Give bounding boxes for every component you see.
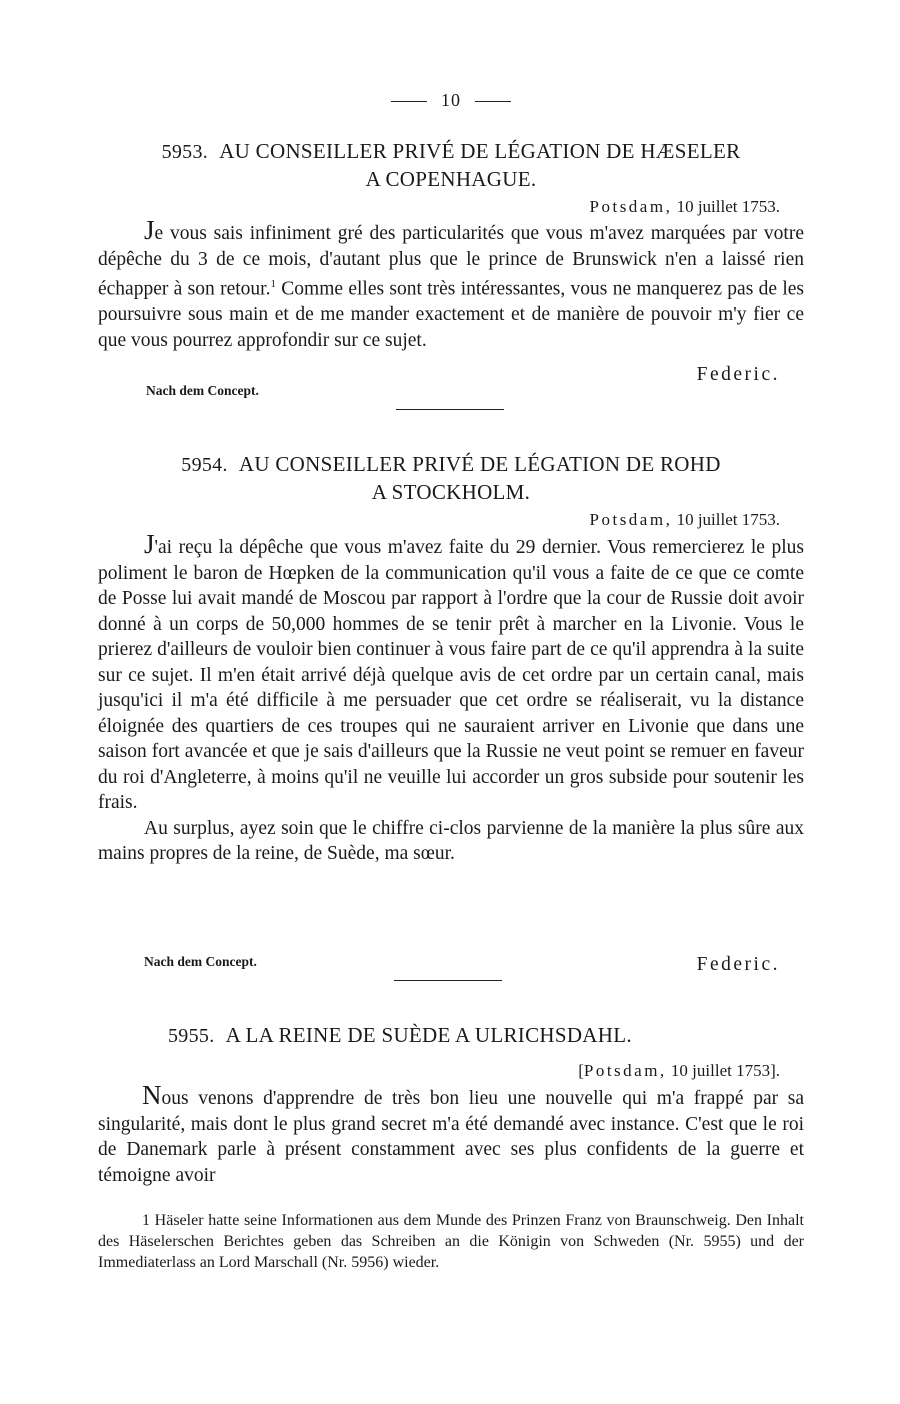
letter-5955-body [98, 1080, 804, 1188]
letter-5954-dateline [590, 510, 780, 530]
letter-5954-source: Nach dem Concept. [144, 954, 257, 969]
section-divider [394, 980, 502, 981]
letter-5953-dateline [590, 197, 780, 217]
footnote [98, 1210, 804, 1273]
footnote-text: Häseler hatte seine Informationen aus dem Munde des Prinzen Franz von Braunschweig. Den Inhalt des Häselerschen Berichtes geben das Schreiben an die Königin von Schweden (Nr. 5955) und der Immediaterlass an Lord Marschall (Nr. 5956) wieder. [98, 1212, 804, 1271]
dateline-place: Potsdam, [583, 1061, 667, 1080]
rule-right [475, 101, 511, 102]
letter-5953-source: Nach dem Concept. [146, 383, 259, 398]
letter-5955-dateline: [Potsdam, 10 juillet 1753]. [578, 1061, 780, 1080]
letter-paragraph: Nous venons d'apprendre de très bon lieu une nouvelle qui m'a frappé par sa singularité, mais dont le plus grand secret m'a été demandé avec instance. C'est que le roi de Danemark parle à présent constamment avec ses plus confidents de la guerre et témoigne avoir [98, 1080, 804, 1186]
page-number-row [98, 90, 804, 111]
drop-cap: J [144, 529, 155, 559]
letter-recipient: AU CONSEILLER PRIVÉ DE LÉGATION DE ROHD [238, 452, 721, 476]
letter-number: 5954. [181, 454, 228, 476]
letter-5953-heading [98, 138, 804, 193]
rule-left [391, 101, 427, 102]
letter-5954-body [98, 529, 804, 867]
dateline-date: 10 juillet 1753. [676, 197, 780, 216]
letter-recipient: A LA REINE DE SUÈDE A ULRICHSDAHL. [225, 1023, 632, 1047]
dateline-date: 10 juillet 1753]. [670, 1061, 780, 1080]
letter-paragraph: J'ai reçu la dépêche que vous m'avez faite du 29 dernier. Vous remercierez le plus poliment le baron de Hœpken de la communication qu'il vous a faite de ce que ce comte de Posse lui avait mandé de Moscou par rapport à l'ordre que la cour de Russie doit avoir donné à un corps de 50,000 hommes de se tenir prêt à marcher en la Livonie. Vous le prierez d'ailleurs de vouloir bien continuer à vous faire part de ce qu'il apprendra à la suite sur ce sujet. Il m'en était arrivé déjà quelque avis de cet ordre par un certain canal, mais jusqu'ici il m'a été difficile à me persuader que cet ordre se réaliserait, vu la distance éloignée des quartiers de ces troupes qui ne sauraient arriver en Livonie que dans une saison fort avancée et que je sais d'ailleurs que la Russie ne veut point se remuer en faveur du roi d'Angleterre, à moins qu'il ne veuille lui accorder un gros subside pour soutenir les frais. [98, 529, 804, 813]
footnote-marker: 1 [270, 278, 276, 290]
letter-5954-signature: Federic. [696, 954, 780, 975]
dateline-place: Potsdam, [589, 197, 673, 216]
page-number: 10 [441, 90, 461, 110]
letter-recipient: AU CONSEILLER PRIVÉ DE LÉGATION DE HÆSELER [219, 139, 741, 163]
dateline-place: Potsdam, [589, 510, 673, 529]
letter-number: 5955. [168, 1025, 215, 1047]
dateline-date: 10 juillet 1753. [676, 510, 780, 529]
footnote-marker: 1 [142, 1212, 150, 1229]
section-divider [396, 409, 504, 410]
drop-cap: N [142, 1080, 162, 1110]
letter-paragraph: Au surplus, ayez soin que le chiffre ci-clos parvienne de la manière la plus sûre aux mains propres de la reine, de Suède, ma sœur. [98, 817, 804, 864]
letter-number: 5953. [161, 141, 209, 163]
letter-destination: A STOCKHOLM. [371, 480, 531, 504]
letter-5954-heading [98, 451, 804, 506]
drop-cap: J [144, 215, 155, 245]
letter-5955-heading [168, 1022, 632, 1050]
letter-paragraph: Je vous sais infiniment gré des particularités que vous m'avez marquées par votre dépêche du 3 de ce mois, d'autant plus que le prince de Brunswick n'en a laissé rien échapper à son retour.$^1$ Comme elles sont très intéressantes, vous ne manquerez pas de les poursuivre sous main et de me mander exactement et de manière de pouvoir m'y fier ce que vous pourrez approfondir sur ce sujet. [98, 215, 804, 351]
letter-destination: A COPENHAGUE. [365, 167, 537, 191]
letter-5953-signature: Federic. [696, 364, 780, 385]
letter-5953-body [98, 215, 804, 353]
